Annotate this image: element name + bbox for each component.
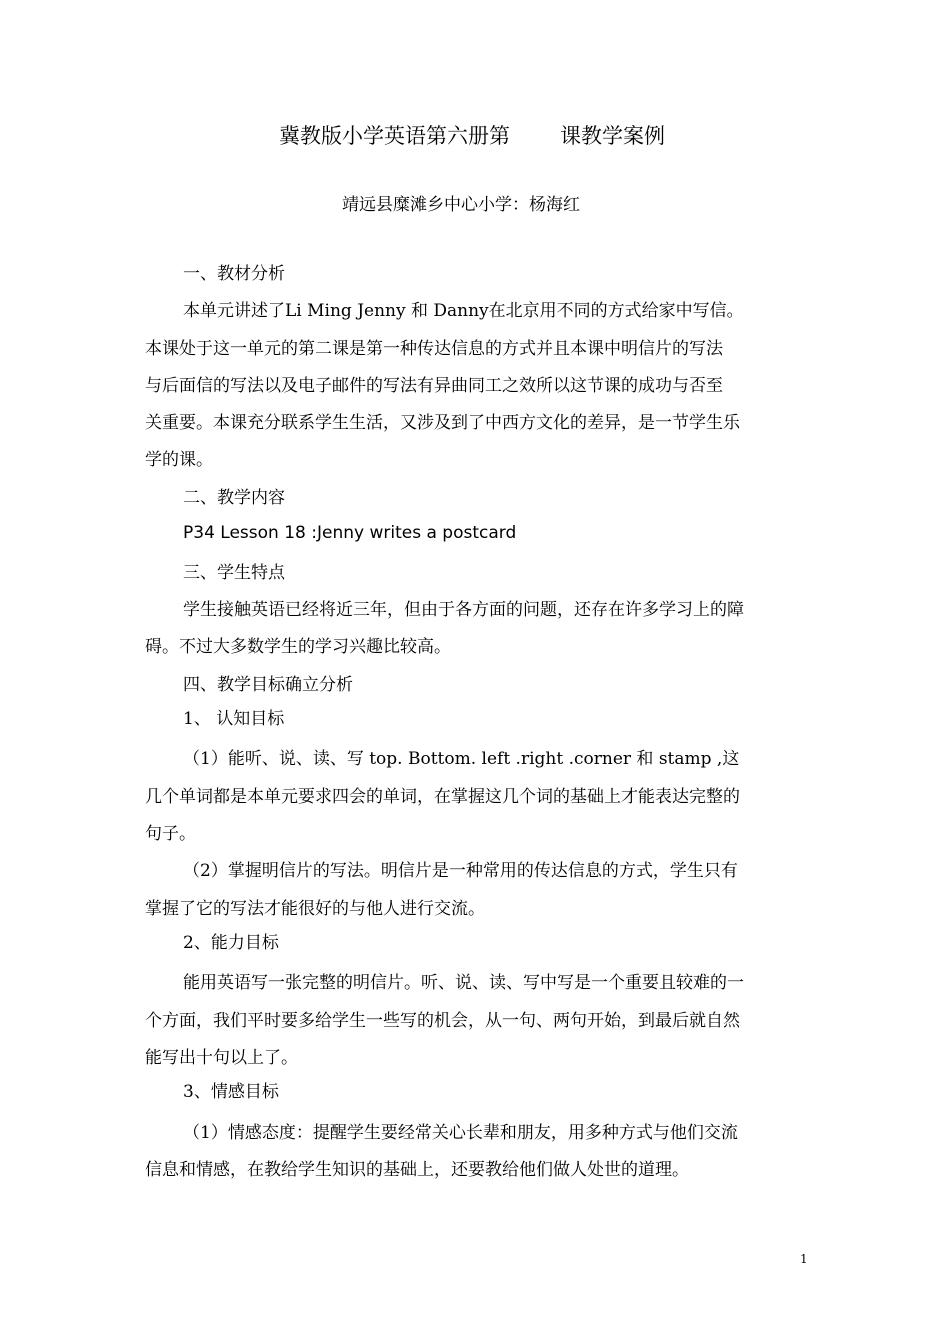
title-part1: 冀教版小学英语第六册第: [279, 124, 510, 148]
paragraph-line: 能写出十句以上了。: [145, 1048, 298, 1068]
section-heading-students: 三、学生特点: [183, 563, 285, 583]
paragraph-line: 能用英语写一张完整的明信片。听、说、读、写中写是一个重要且较难的一: [183, 973, 744, 993]
page-number: 1: [800, 1252, 808, 1266]
paragraph-line: 本单元讲述了Li Ming Jenny 和 Danny在北京用不同的方式给家中写信。: [183, 301, 744, 321]
paragraph-line: 个方面，我们平时要多给学生一些写的机会，从一句、两句开始，到最后就自然: [145, 1011, 740, 1031]
section-heading-materials: 一、教材分析: [183, 264, 285, 284]
paragraph-line: 学生接触英语已经将近三年，但由于各方面的问题，还存在许多学习上的障: [183, 600, 744, 620]
section-heading-goals: 四、教学目标确立分析: [183, 675, 353, 695]
paragraph-line: （2）掌握明信片的写法。明信片是一种常用的传达信息的方式，学生只有: [183, 861, 738, 881]
paragraph-line: 学的课。: [145, 450, 213, 470]
paragraph-line: 关重要。本课充分联系学生生活，又涉及到了中西方文化的差异，是一节学生乐: [145, 413, 740, 433]
paragraph-line: 几个单词都是本单元要求四会的单词，在掌握这几个词的基础上才能表达完整的: [145, 787, 740, 807]
paragraph-line: 碍。不过大多数学生的学习兴趣比较高。: [145, 637, 451, 657]
paragraph-line: 掌握了它的写法才能很好的与他人进行交流。: [145, 899, 485, 919]
subheading-cognitive: 1、 认知目标: [183, 709, 285, 729]
paragraph-line: 信息和情感，在教给学生知识的基础上，还要教给他们做人处世的道理。: [145, 1160, 689, 1180]
lesson-title: P34 Lesson 18 :Jenny writes a postcard: [183, 523, 517, 543]
paragraph-line: （1）能听、说、读、写 top. Bottom. left .right .corner 和 stamp ,这: [183, 749, 740, 769]
paragraph-line: 与后面信的写法以及电子邮件的写法有异曲同工之效所以这节课的成功与否至: [145, 376, 723, 396]
subheading-emotion: 3、情感目标: [183, 1082, 279, 1102]
subheading-ability: 2、能力目标: [183, 933, 279, 953]
section-heading-content: 二、教学内容: [183, 488, 285, 508]
paragraph-line: 句子。: [145, 824, 196, 844]
title-part2: 课教学案例: [560, 124, 665, 148]
paragraph-line: 本课处于这一单元的第二课是第一种传达信息的方式并且本课中明信片的写法: [145, 339, 723, 359]
paragraph-line: （1）情感态度：提醒学生要经常关心长辈和朋友，用多种方式与他们交流: [183, 1123, 738, 1143]
author-line: 靖远县糜滩乡中心小学：杨海红: [342, 195, 580, 215]
